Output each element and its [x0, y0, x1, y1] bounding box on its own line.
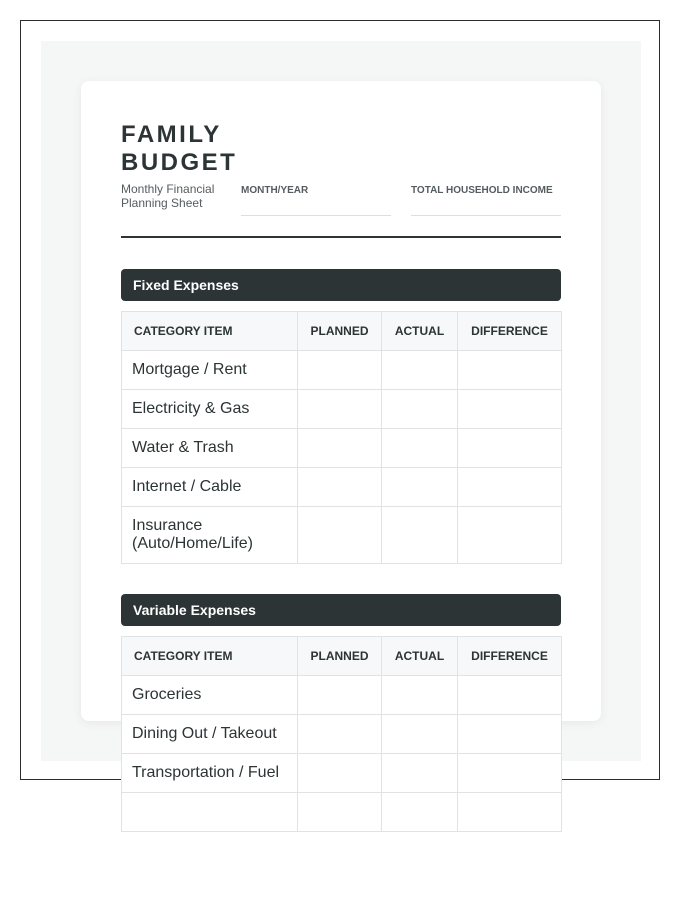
actual-cell[interactable] — [382, 429, 458, 468]
actual-cell[interactable] — [382, 351, 458, 390]
planned-cell[interactable] — [298, 468, 382, 507]
table-row — [122, 351, 562, 390]
category-cell: Water & Trash — [122, 429, 298, 468]
fixed-expenses-table — [121, 311, 562, 564]
planned-cell[interactable] — [298, 715, 382, 754]
category-cell: Groceries — [122, 676, 298, 715]
planned-cell[interactable] — [298, 390, 382, 429]
actual-cell[interactable] — [382, 390, 458, 429]
budget-sheet-content — [121, 121, 561, 832]
category-cell: Mortgage / Rent — [122, 351, 298, 390]
household-income-field[interactable] — [411, 182, 561, 216]
title-line-1: FAMILY — [121, 121, 222, 148]
title-line-2: BUDGET — [121, 149, 238, 176]
column-header-actual: ACTUAL — [382, 637, 458, 676]
column-header-difference: DIFFERENCE — [458, 637, 562, 676]
actual-cell[interactable] — [382, 676, 458, 715]
column-header-difference: DIFFERENCE — [458, 312, 562, 351]
planned-cell[interactable] — [298, 351, 382, 390]
category-cell — [122, 793, 298, 832]
table-row — [122, 676, 562, 715]
page-subtitle: Monthly Financial Planning Sheet — [121, 182, 215, 210]
actual-cell[interactable] — [382, 793, 458, 832]
difference-cell[interactable] — [458, 390, 562, 429]
category-cell: Dining Out / Takeout — [122, 715, 298, 754]
household-income-input-line[interactable] — [411, 215, 561, 216]
planned-cell[interactable] — [298, 676, 382, 715]
difference-cell[interactable] — [458, 468, 562, 507]
table-header-row — [122, 637, 562, 676]
column-header-planned: PLANNED — [298, 312, 382, 351]
table-row — [122, 715, 562, 754]
actual-cell[interactable] — [382, 754, 458, 793]
difference-cell[interactable] — [458, 351, 562, 390]
table-row — [122, 793, 562, 832]
household-income-label: TOTAL HOUSEHOLD INCOME — [411, 185, 553, 196]
difference-cell[interactable] — [458, 793, 562, 832]
page-title — [121, 121, 561, 177]
column-header-planned: PLANNED — [298, 637, 382, 676]
header-row — [121, 182, 561, 216]
table-row — [122, 390, 562, 429]
difference-cell[interactable] — [458, 507, 562, 564]
difference-cell[interactable] — [458, 429, 562, 468]
actual-cell[interactable] — [382, 715, 458, 754]
variable-expenses-section-title: Variable Expenses — [121, 594, 561, 626]
planned-cell[interactable] — [298, 429, 382, 468]
actual-cell[interactable] — [382, 468, 458, 507]
planned-cell[interactable] — [298, 507, 382, 564]
table-row — [122, 468, 562, 507]
category-cell: Electricity & Gas — [122, 390, 298, 429]
column-header-actual: ACTUAL — [382, 312, 458, 351]
planned-cell[interactable] — [298, 754, 382, 793]
category-cell: Insurance (Auto/Home/Life) — [122, 507, 298, 564]
table-row — [122, 429, 562, 468]
month-year-field[interactable] — [241, 182, 391, 216]
difference-cell[interactable] — [458, 715, 562, 754]
table-header-row — [122, 312, 562, 351]
difference-cell[interactable] — [458, 754, 562, 793]
category-cell: Transportation / Fuel — [122, 754, 298, 793]
month-year-label: MONTH/YEAR — [241, 185, 309, 196]
category-cell: Internet / Cable — [122, 468, 298, 507]
column-header-category: CATEGORY ITEM — [122, 312, 298, 351]
month-year-input-line[interactable] — [241, 215, 391, 216]
actual-cell[interactable] — [382, 507, 458, 564]
planned-cell[interactable] — [298, 793, 382, 832]
header-divider — [121, 236, 561, 238]
table-row — [122, 507, 562, 564]
table-row — [122, 754, 562, 793]
fixed-expenses-section-title: Fixed Expenses — [121, 269, 561, 301]
variable-expenses-table — [121, 636, 562, 832]
difference-cell[interactable] — [458, 676, 562, 715]
column-header-category: CATEGORY ITEM — [122, 637, 298, 676]
